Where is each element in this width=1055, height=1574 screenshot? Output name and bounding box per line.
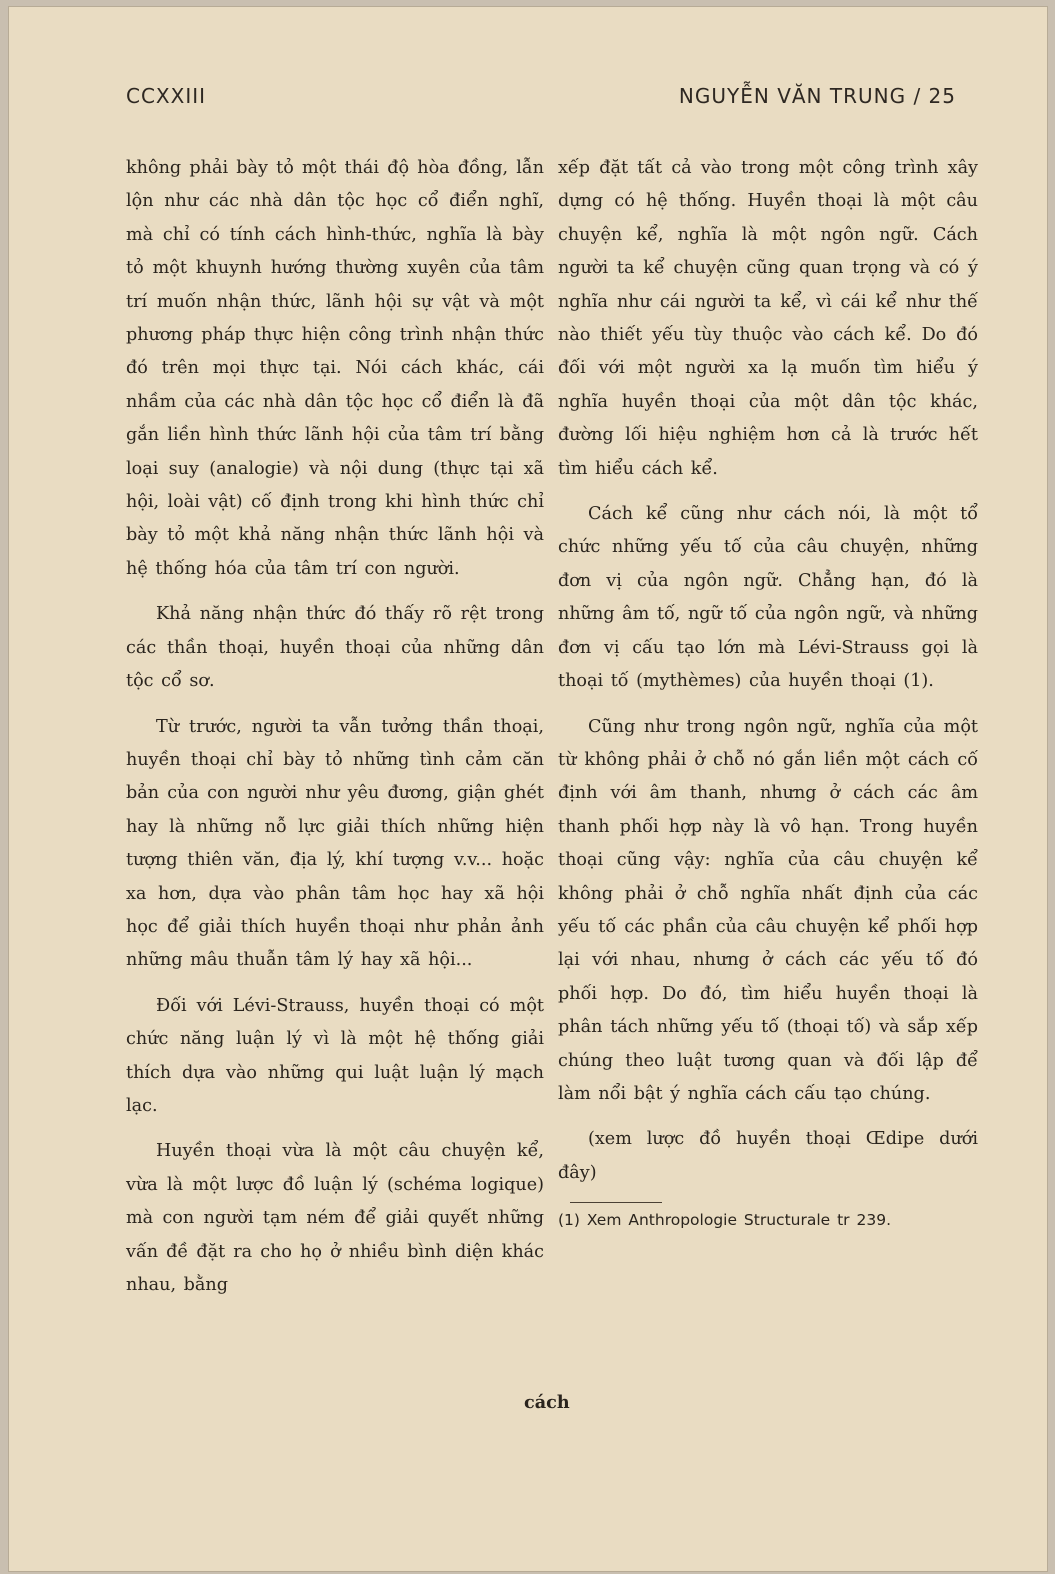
paragraph: Từ trước, người ta vẫn tưởng thần thoại, huyền thoại chỉ bày tỏ những tình cảm căn bản của con người như yêu đương, giận ghét hay là những nỗ lực giải thích những hiện tượng thiên văn, địa lý, khí tượng v.v... hoặc xa hơn, dựa vào phân tâm học hay xã hội học để giải thích huyền thoại như phản ảnh những mâu thuẫn tâm lý hay xã hội... [126,716,544,971]
paragraph: Đối với Lévi-Strauss, huyền thoại có một chức năng luận lý vì là một hệ thống giải thích dựa vào những qui luật luận lý mạch lạc. [126,995,544,1116]
paragraph: (xem lược đồ huyền thoại Œdipe dưới đây) [558,1129,978,1183]
chapter-number: CCXXIII [126,84,207,108]
paragraph: Cũng như trong ngôn ngữ, nghĩa của một từ không phải ở chỗ nó gắn liền một cách cố định với âm thanh, nhưng ở cách các âm thanh phối hợp này là vô hạn. Trong huyền thoại cũng vậy: nghĩa của câu chuyện kể không phải ở chỗ nghĩa nhất định của các yếu tố các phần của câu chuyện kể phối hợp lại với nhau, nhưng ở cách các yếu tố đó phối hợp. Do đó, tìm hiểu huyền thoại là phân tách những yếu tố (thoại tố) và sắp xếp chúng theo luật tương quan và đối lập để làm nổi bật ý nghĩa cách cấu tạo chúng. [558,716,978,1104]
paragraph: Khả năng nhận thức đó thấy rõ rệt trong các thần thoại, huyền thoại của những dân tộc cổ sơ. [126,604,544,692]
left-column [126,152,544,1314]
book-page [8,6,1048,1572]
paragraph: xếp đặt tất cả vào trong một công trình xây dựng có hệ thống. Huyền thoại là một câu chuyện kể, nghĩa là một ngôn ngữ. Cách người ta kể chuyện cũng quan trọng và có ý nghĩa như cái người ta kể, vì cái kể như thế nào thiết yếu tùy thuộc vào cách kể. Do đó đối với một người xa lạ muốn tìm hiểu ý nghĩa huyền thoại của một dân tộc khác, đường lối hiệu nghiệm hơn cả là trước hết tìm hiểu cách kể. [558,158,978,479]
right-column [558,152,978,1243]
footnote-divider [570,1202,662,1203]
paragraph: Huyền thoại vừa là một câu chuyện kể, vừa là một lược đồ luận lý (schéma logique) mà con người tạm ném để giải quyết những vấn đề đặt ra cho họ ở nhiều bình diện khác nhau, bằng [126,1141,544,1295]
paragraph: không phải bày tỏ một thái độ hòa đồng, lẫn lộn như các nhà dân tộc học cổ điển nghĩ, mà chỉ có tính cách hình-thức, nghĩa là bày tỏ một khuynh hướng thường xuyên của tâm trí muốn nhận thức, lãnh hội sự vật và một phương pháp thực hiện công trình nhận thức đó trên mọi thực tại. Nói cách khác, cái nhầm của các nhà dân tộc học cổ điển là đã gắn liền hình thức lãnh hội của tâm trí bằng loại suy (analogie) và nội dung (thực tại xã hội, loài vật) cố định trong khi hình thức chỉ bày tỏ một khả năng nhận thức lãnh hội và hệ thống hóa của tâm trí con người. [126,158,544,579]
page-header [126,84,956,114]
paragraph: Cách kể cũng như cách nói, là một tổ chức những yếu tố của câu chuyện, những đơn vị của ngôn ngữ. Chẳng hạn, đó là những âm tố, ngữ tố của ngôn ngữ, và những đơn vị cấu tạo lớn mà Lévi-Strauss gọi là thoại tố (mythèmes) của huyền thoại (1). [558,504,979,692]
footnote: (1) Xem Anthropologie Structurale tr 239. [558,1211,891,1230]
author-and-page-number: NGUYỄN VĂN TRUNG / 25 [678,84,956,108]
column-continuation-word: cách [524,1392,570,1413]
